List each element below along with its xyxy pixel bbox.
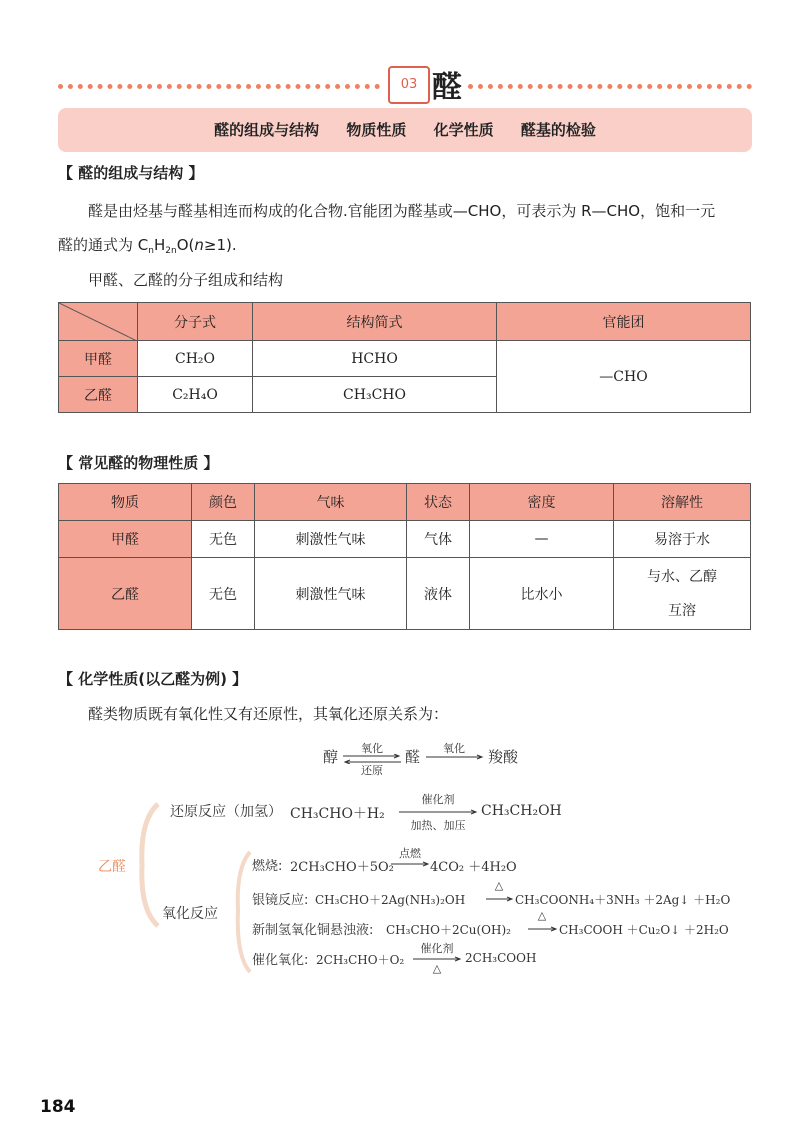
chemical-intro: 醛类物质既有氧化性又有还原性，其氧化还原关系为：: [88, 705, 449, 723]
header-structure: 结构简式: [253, 303, 497, 341]
chemical-heading: 【 化学性质(以乙醛为例) 】: [58, 670, 248, 688]
rxn-combustion-arrow: [390, 861, 432, 867]
composition-line1: 醛是由烃基与醛基相连而构成的化合物.官能团为醛基或—CHO，可表示为 R—CHO，饱和一元: [88, 202, 716, 220]
phys-cell: 无色: [192, 558, 255, 630]
rxn-combustion-right: 4CO₂ ＋4H₂O: [430, 860, 517, 875]
diagonal-line: [59, 303, 137, 341]
phys-cell: —: [470, 521, 614, 558]
phys-cell: 刺激性气味: [255, 558, 407, 630]
general-formula-n2: 2n: [165, 246, 177, 256]
oxidation-label: 氧化反应: [162, 906, 218, 922]
phys-cell: 无色: [192, 521, 255, 558]
composition-heading: 【 醛的组成与结构 】: [58, 164, 204, 182]
phys-row-formaldehyde: 甲醛: [59, 521, 192, 558]
phys-header-substance: 物质: [59, 484, 192, 521]
phys-cell: 比水小: [470, 558, 614, 630]
rxn-combustion-top: 点燃: [399, 847, 421, 860]
phys-header-odor: 气味: [255, 484, 407, 521]
structure-table: [58, 302, 751, 413]
chain-alcohol: 醇: [323, 748, 339, 766]
banner-item-detection: 醛基的检验: [520, 121, 596, 139]
phys-header-state: 状态: [407, 484, 470, 521]
row-name-formaldehyde: 甲醛: [59, 341, 138, 377]
section-banner: [58, 108, 752, 152]
rxn-silver-name: 银镜反应:: [252, 893, 309, 908]
phys-header-solubility: 溶解性: [614, 484, 751, 521]
rxn-silver-right: CH₃COONH₄＋3NH₃ ＋2Ag↓ ＋H₂O: [515, 893, 731, 907]
rxn-copper-left: CH₃CHO＋2Cu(OH)₂: [386, 923, 511, 937]
solubility-line1: 与水、乙醇: [647, 568, 717, 585]
rxn-combustion-name: 燃烧:: [252, 859, 283, 874]
rxn-catalytic-left: 2CH₃CHO＋O₂: [316, 953, 405, 967]
inner-brace: [228, 848, 254, 978]
rxn-copper-right: CH₃COOH ＋Cu₂O↓ ＋2H₂O: [559, 923, 729, 937]
rxn-catalytic-bottom: △: [432, 962, 442, 975]
chain-oxidation2-label: 氧化: [443, 742, 465, 755]
reduction-eq-arrow: [398, 809, 480, 815]
rxn-silver-arrow: [485, 896, 515, 902]
solubility-line2: 互溶: [668, 602, 696, 619]
page-number: 184: [40, 1097, 76, 1117]
cell-formula-acetaldehyde: C₂H₄O: [138, 377, 253, 413]
rxn-catalytic-right: 2CH₃COOH: [465, 951, 537, 965]
rxn-copper-arrow: [527, 926, 559, 932]
chain-oxidation-label: 氧化: [361, 742, 383, 755]
chain-acid: 羧酸: [488, 748, 519, 766]
general-formula-mid: H: [153, 236, 166, 254]
physical-table: [58, 483, 751, 630]
phys-cell-solubility: [614, 558, 751, 630]
general-formula-n3: n: [194, 236, 204, 254]
subject-acetaldehyde: 乙醛: [98, 859, 126, 875]
phys-cell: 气体: [407, 521, 470, 558]
rxn-copper-top: △: [537, 909, 547, 922]
banner-item-composition: 醛的组成与结构: [214, 121, 320, 139]
phys-cell: 易溶于水: [614, 521, 751, 558]
reduction-eq-bottom: 加热、加压: [410, 819, 466, 832]
rxn-catalytic-top: 催化剂: [420, 942, 454, 955]
banner-item-chemical: 化学性质: [433, 121, 494, 139]
diagonal-header-cell: [59, 303, 138, 341]
rxn-silver-top: △: [494, 879, 504, 892]
phys-cell: 刺激性气味: [255, 521, 407, 558]
reduction-eq-top: 催化剂: [421, 793, 455, 806]
phys-cell: 液体: [407, 558, 470, 630]
reduction-label: 还原反应（加氢）: [170, 804, 282, 820]
table-intro: 甲醛、乙醛的分子组成和结构: [88, 271, 284, 289]
rxn-combustion-left: 2CH₃CHO＋5O₂: [290, 860, 394, 875]
phys-header-color: 颜色: [192, 484, 255, 521]
cell-formula-formaldehyde: CH₂O: [138, 341, 253, 377]
composition-paragraph: [58, 193, 758, 229]
header-functional-group: 官能团: [497, 303, 751, 341]
rxn-silver-left: CH₃CHO＋2Ag(NH₃)₂OH: [315, 893, 466, 907]
header-dots-right: [468, 84, 752, 89]
rxn-copper-name: 新制氢氧化铜悬浊液:: [252, 923, 374, 938]
chain-aldehyde: 醛: [405, 748, 421, 766]
general-formula-n1: n: [148, 246, 154, 256]
cell-structure-formaldehyde: HCHO: [253, 341, 497, 377]
chain-reduction-label: 还原: [361, 764, 383, 777]
general-formula-pre: 醛的通式为 C: [58, 236, 149, 254]
cell-functional-group: —CHO: [497, 341, 751, 413]
general-formula-post: O(: [176, 236, 195, 254]
general-formula-end: ≥1).: [203, 236, 237, 254]
header-formula: 分子式: [138, 303, 253, 341]
chapter-title: 醛: [432, 70, 462, 105]
phys-header-density: 密度: [470, 484, 614, 521]
reduction-eq-left: CH₃CHO＋H₂: [290, 806, 385, 822]
chapter-badge: 03: [388, 66, 430, 104]
cell-structure-acetaldehyde: CH₃CHO: [253, 377, 497, 413]
reduction-eq-right: CH₃CH₂OH: [481, 803, 562, 819]
phys-row-acetaldehyde: 乙醛: [59, 558, 192, 630]
chain-arrow: [424, 754, 486, 760]
header-dots-left: [58, 84, 380, 89]
outer-brace: [132, 800, 162, 930]
row-name-acetaldehyde: 乙醛: [59, 377, 138, 413]
rxn-catalytic-name: 催化氧化:: [252, 953, 309, 968]
banner-item-physical: 物质性质: [346, 121, 407, 139]
physical-heading: 【 常见醛的物理性质 】: [58, 454, 219, 472]
